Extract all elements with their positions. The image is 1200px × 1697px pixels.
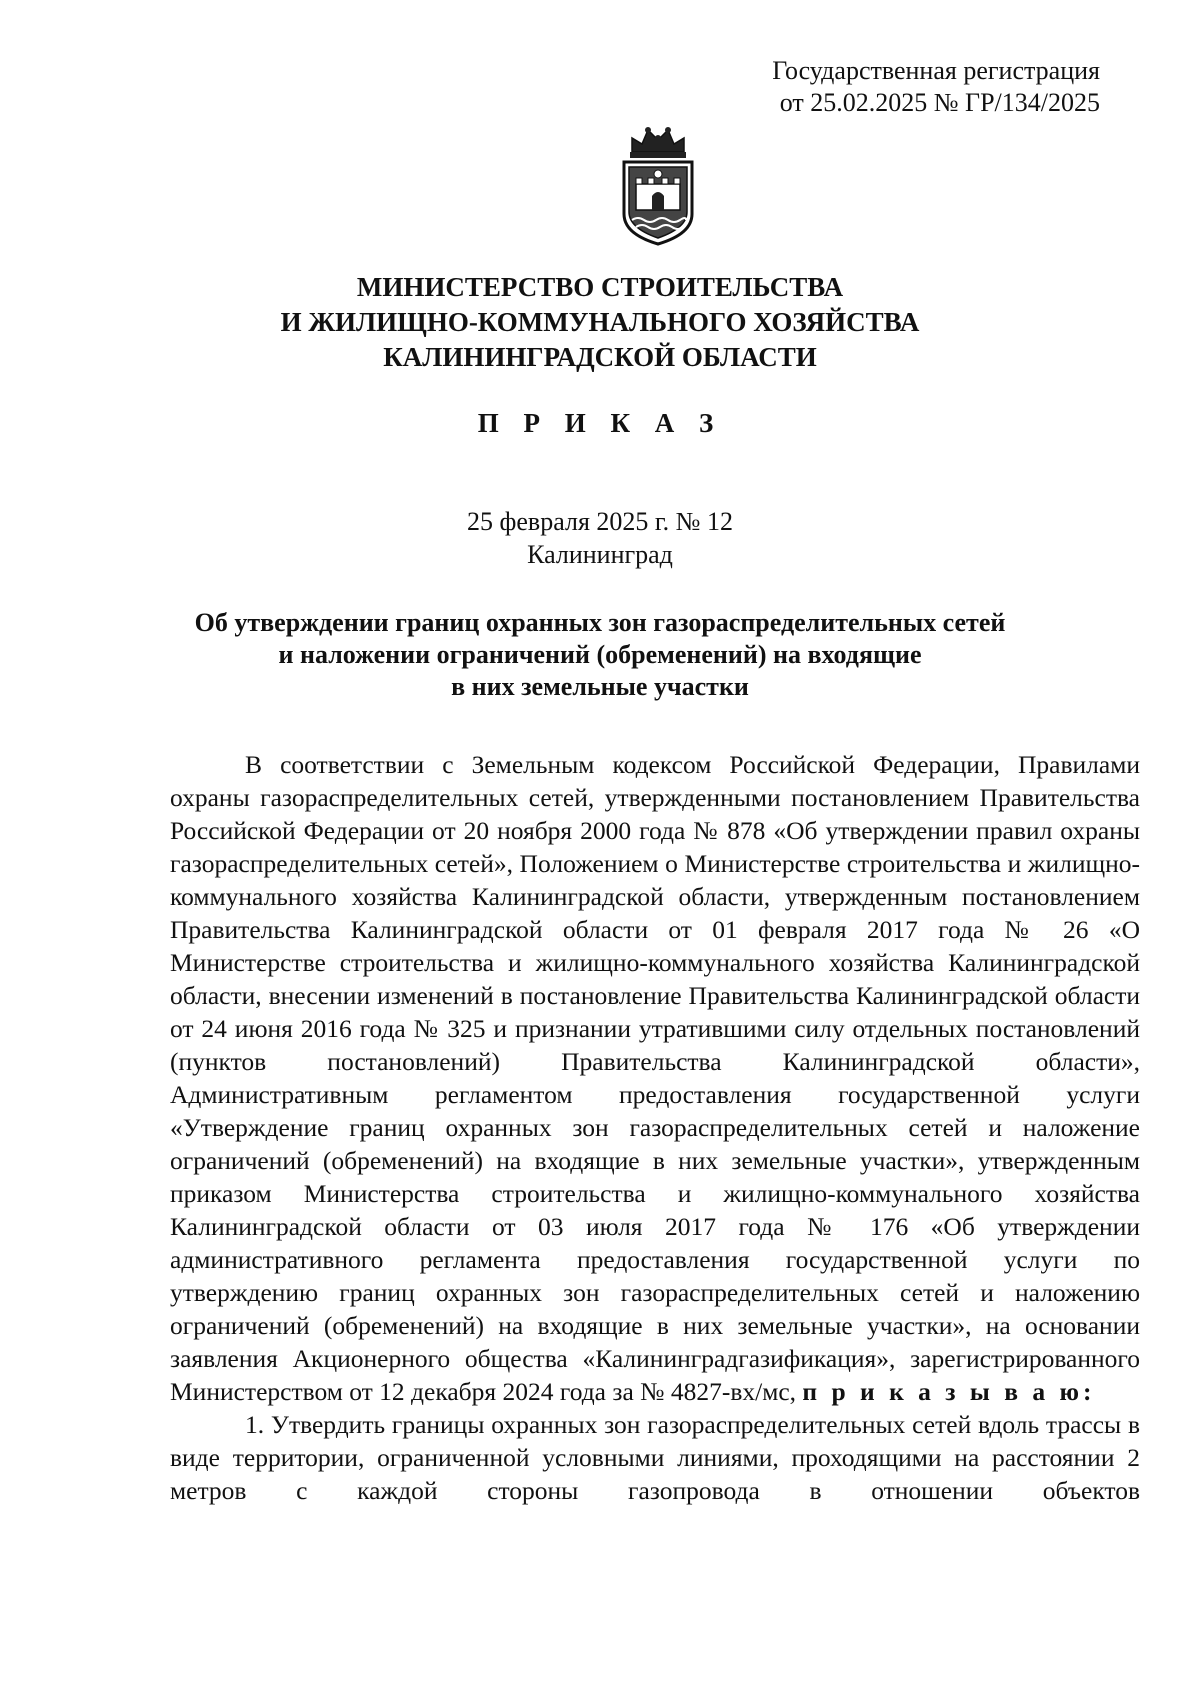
registration-line-1: Государственная регистрация	[772, 56, 1100, 85]
order-word: п р и к а з ы в а ю:	[802, 1377, 1096, 1406]
ministry-line-2: И ЖИЛИЩНО-КОММУНАЛЬНОГО ХОЗЯЙСТВА	[280, 307, 920, 337]
document-body	[170, 748, 1140, 1507]
ministry-line-1: МИНИСТЕРСТВО СТРОИТЕЛЬСТВА	[356, 272, 844, 302]
date-and-place	[0, 505, 1200, 571]
date-number: 25 февраля 2025 г. № 12	[467, 507, 733, 536]
body-paragraph-1	[170, 748, 1140, 1408]
title-line-2: и наложении ограничений (обременений) на входящие	[278, 640, 922, 669]
coat-of-arms-icon	[618, 122, 698, 250]
title-line-3: в них земельные участки	[451, 672, 749, 701]
document-title	[180, 607, 1020, 703]
body-paragraph-2: 1. Утвердить границы охранных зон газораспределительных сетей вдоль трассы в виде территории, ограниченной условными линиями, проходящими на расстоянии 2 метров с каждой стороны газопровода в отношении объектов	[170, 1410, 1140, 1505]
ministry-line-3: КАЛИНИНГРАДСКОЙ ОБЛАСТИ	[383, 342, 817, 372]
ministry-name	[0, 270, 1200, 375]
body-paragraph-1-text: В соответствии с Земельным кодексом Российской Федерации, Правилами охраны газораспределительных сетей, утвержденными постановлением Правительства Российской Федерации от 20 ноября 2000 года № 878 «Об утверждении правил охраны газораспределительных сетей», Положением о Министерстве строительства и жилищно-коммунального хозяйства Калининградской области, утвержденным постановлением Правительства Калининградской области от 01 февраля 2017 года № 26 «О Министерстве строительства и жилищно-коммунального хозяйства Калининградской области, внесении изменений в постановление Правительства Калининградской области от 24 июня 2016 года № 325 и признании утратившими силу отдельных постановлений (пунктов постановлений) Правительства Калининградской области», Административным регламентом предоставления государственной услуги «Утверждение границ охранных зон газораспределительных сетей и наложение ограничений (обременений) на входящие в них земельные участки», утвержденным приказом Министерства строительства и жилищно-коммунального хозяйства Калининградской области от 03 июля 2017 года № 176 «Об утверждении административного регламента предоставления государственной услуги по утверждению границ охранных зон газораспределительных сетей и наложению ограничений (обременений) на входящие в них земельные участки», на основании заявления Акционерного общества «Калининградгазификация», зарегистрированного Министерством от 12 декабря 2024 года за № 4827-вх/мс,	[170, 750, 1140, 1406]
city: Калининград	[527, 540, 673, 569]
registration-line-2: от 25.02.2025 № ГР/134/2025	[779, 88, 1100, 117]
document-type: П Р И К А З	[477, 408, 723, 438]
title-line-1: Об утверждении границ охранных зон газораспределительных сетей	[194, 608, 1006, 637]
registration-stamp	[772, 55, 1100, 119]
